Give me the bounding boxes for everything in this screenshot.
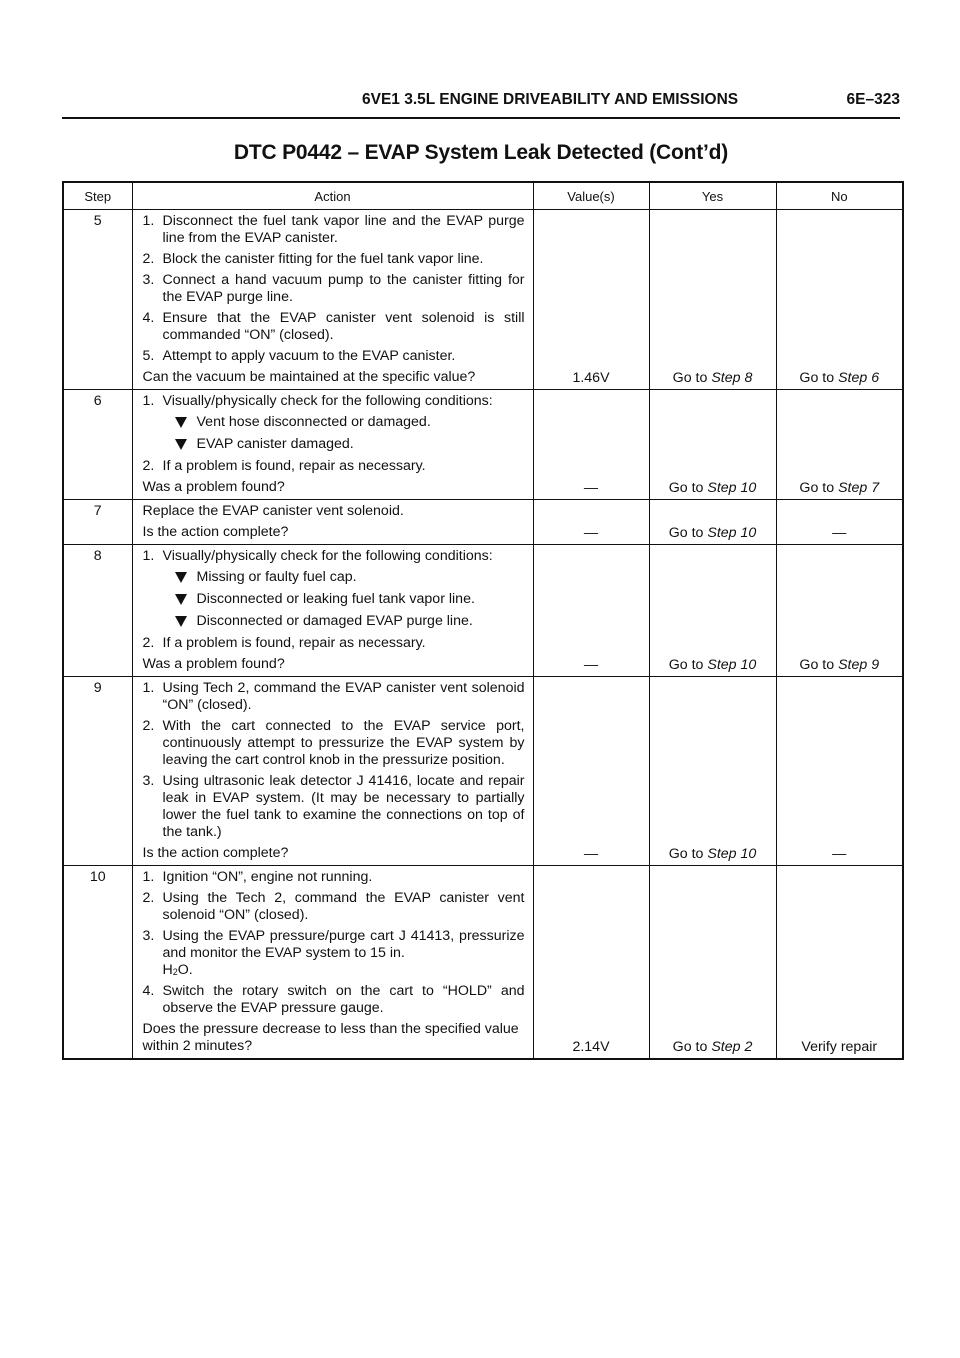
yes-cell: Go to Step 8 xyxy=(649,210,776,390)
document-title: DTC P0442 – EVAP System Leak Detected (Cont’d) xyxy=(233,141,729,164)
value-cell: 1.46V xyxy=(533,210,649,390)
action-question: Was a problem found? xyxy=(142,479,285,495)
value-cell: — xyxy=(533,677,649,866)
step-link: Step 6 xyxy=(838,370,880,386)
yes-cell: Go to Step 2 xyxy=(649,866,776,1060)
triangle-bullet-icon xyxy=(175,613,197,630)
col-yes-header: Yes xyxy=(649,182,776,210)
value-cell: — xyxy=(533,390,649,500)
action-item: 2. With the cart connected to the EVAP service port, continuously attempt to pressurize the EVAP system by leaving the cart control knob in the pressurize position. xyxy=(142,718,525,768)
diagnostic-table xyxy=(62,181,904,1060)
yes-cell: Go to Step 10 xyxy=(649,500,776,545)
no-cell: — xyxy=(776,500,903,545)
yes-cell: Go to Step 10 xyxy=(649,677,776,866)
action-item: 1. Visually/physically check for the following conditions: xyxy=(142,548,493,564)
yes-cell: Go to Step 10 xyxy=(649,390,776,500)
action-cell xyxy=(132,866,533,1060)
action-item: Replace the EVAP canister vent solenoid. xyxy=(142,503,404,519)
no-cell: Go to Step 6 xyxy=(776,210,903,390)
yes-cell: Go to Step 10 xyxy=(649,545,776,677)
step-link: Step 2 xyxy=(711,1039,753,1055)
step-link: Step 10 xyxy=(707,525,757,541)
action-item: 2. Using the Tech 2, command the EVAP canister vent solenoid “ON” (closed). xyxy=(142,890,525,923)
no-cell: Go to Step 7 xyxy=(776,390,903,500)
value-cell: — xyxy=(533,500,649,545)
action-item: 1. Using Tech 2, command the EVAP canister vent solenoid “ON” (closed). xyxy=(142,680,525,713)
table-row xyxy=(63,390,903,500)
action-question: Was a problem found? xyxy=(142,656,285,672)
triangle-bullet-icon xyxy=(175,591,197,608)
triangle-bullet-icon xyxy=(175,436,197,453)
table-row xyxy=(63,866,903,1060)
action-item: 3. Connect a hand vacuum pump to the canister fitting for the EVAP purge line. xyxy=(142,272,525,305)
action-item: 2. Block the canister fitting for the fuel tank vapor line. xyxy=(142,251,484,267)
action-question: Does the pressure decrease to less than the specified value within 2 minutes? xyxy=(142,1021,519,1054)
action-item: 3. Using ultrasonic leak detector J 41416, locate and repair leak in EVAP system. (It may be necessary to partially lower the fuel tank to examine the connections on top of the tank.) xyxy=(142,773,525,840)
page-header xyxy=(62,88,900,119)
action-item: 1. Disconnect the fuel tank vapor line and the EVAP purge line from the EVAP canister. xyxy=(142,213,525,246)
value-cell: 2.14V xyxy=(533,866,649,1060)
triangle-bullet-icon xyxy=(175,569,197,586)
bullet-item: Vent hose disconnected or damaged. xyxy=(175,414,525,431)
bullet-item: EVAP canister damaged. xyxy=(175,436,525,453)
action-item: 2. If a problem is found, repair as necessary. xyxy=(142,458,426,474)
step-link: Step 8 xyxy=(711,370,753,386)
triangle-bullet-icon xyxy=(175,414,197,431)
action-cell xyxy=(132,390,533,500)
action-item: 5. Attempt to apply vacuum to the EVAP canister. xyxy=(142,348,456,364)
action-item: 3. Using the EVAP pressure/purge cart J 41413, pressurize and monitor the EVAP system to 15 in. $H_2O$. xyxy=(142,928,525,978)
bullet-item: Disconnected or leaking fuel tank vapor line. xyxy=(175,591,525,608)
no-cell: — xyxy=(776,677,903,866)
step-link: Step 10 xyxy=(707,657,757,673)
bullet-item: Missing or faulty fuel cap. xyxy=(175,569,525,586)
action-cell xyxy=(132,677,533,866)
action-item: 1. Ignition “ON”, engine not running. xyxy=(142,869,373,885)
action-item: 4. Switch the rotary switch on the cart to “HOLD” and observe the EVAP pressure gauge. xyxy=(142,983,525,1016)
action-question: Is the action complete? xyxy=(142,845,289,861)
col-values-header: Value(s) xyxy=(533,182,649,210)
table-header-row xyxy=(63,182,903,210)
step-link: Step 10 xyxy=(707,846,757,862)
step-number: 10 xyxy=(63,866,132,1060)
action-cell xyxy=(132,500,533,545)
step-number: 6 xyxy=(63,390,132,500)
action-item: 1. Visually/physically check for the following conditions: xyxy=(142,393,493,409)
table-row xyxy=(63,210,903,390)
step-number: 8 xyxy=(63,545,132,677)
step-link: Step 7 xyxy=(838,480,880,496)
step-link: Step 9 xyxy=(838,657,880,673)
table-row xyxy=(63,545,903,677)
action-question: Can the vacuum be maintained at the specific value? xyxy=(142,369,476,385)
no-cell: Go to Step 9 xyxy=(776,545,903,677)
table-row xyxy=(63,500,903,545)
action-item: 4. Ensure that the EVAP canister vent solenoid is still commanded “ON” (closed). xyxy=(142,310,525,343)
col-no-header: No xyxy=(776,182,903,210)
no-cell: Verify repair xyxy=(776,866,903,1060)
step-link: Step 10 xyxy=(707,480,757,496)
action-cell xyxy=(132,210,533,390)
action-question: Is the action complete? xyxy=(142,524,289,540)
col-step-header: Step xyxy=(63,182,132,210)
step-number: 9 xyxy=(63,677,132,866)
action-cell xyxy=(132,545,533,677)
section-title: 6VE1 3.5L ENGINE DRIVEABILITY AND EMISSIONS xyxy=(362,91,739,108)
col-action-header: Action xyxy=(132,182,533,210)
step-number: 5 xyxy=(63,210,132,390)
bullet-item: Disconnected or damaged EVAP purge line. xyxy=(175,613,525,630)
page-number: 6E–323 xyxy=(846,91,900,108)
table-row xyxy=(63,677,903,866)
action-item: 2. If a problem is found, repair as necessary. xyxy=(142,635,426,651)
value-cell: — xyxy=(533,545,649,677)
step-number: 7 xyxy=(63,500,132,545)
